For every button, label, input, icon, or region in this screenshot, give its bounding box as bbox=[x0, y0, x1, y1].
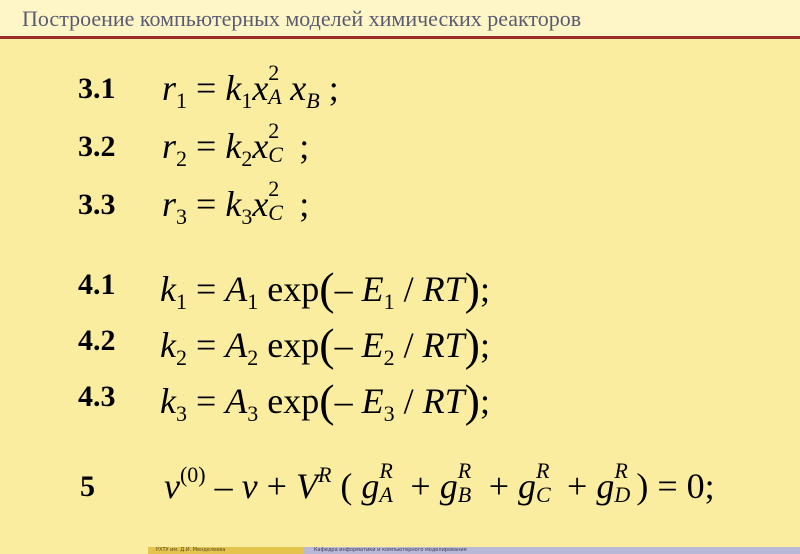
equation-row-4-1 bbox=[0, 263, 800, 316]
equation-row-3-1 bbox=[0, 60, 800, 120]
footer-department: Кафедра информатики и компьютерного моделирования bbox=[304, 547, 800, 554]
footer bbox=[148, 547, 800, 554]
equation-number: 3.1 bbox=[78, 72, 116, 105]
equation-formula: $r_2 = k_2x$ 2 C ; bbox=[162, 118, 310, 171]
equation-formula: $k_3 = A_3$ exp(– $E_3 / RT$); bbox=[160, 375, 490, 426]
equation-number: 3.2 bbox=[78, 130, 116, 163]
footer-university: РХТУ им. Д.И. Менделеева bbox=[148, 547, 304, 554]
equation-row-3-2 bbox=[0, 118, 800, 178]
equation-number: 4.2 bbox=[78, 324, 116, 357]
equation-formula: $k_1 = A_1$ exp(– $E_1 / RT$); bbox=[160, 263, 490, 314]
equation-number: 4.1 bbox=[78, 268, 116, 301]
equation-row-4-3 bbox=[0, 375, 800, 428]
equation-formula: $k_2 = A_2$ exp(– $E_2 / RT$); bbox=[160, 319, 490, 370]
equation-row-5 bbox=[0, 458, 800, 514]
equation-number: 5 bbox=[80, 470, 95, 503]
equation-row-4-2 bbox=[0, 319, 800, 372]
equation-row-3-3 bbox=[0, 176, 800, 236]
slide-title: Построение компьютерных моделей химических реакторов bbox=[22, 6, 582, 31]
equation-formula: $r_3 = k_3x$ 2 C ; bbox=[162, 176, 310, 229]
equation-number: 4.3 bbox=[78, 380, 116, 413]
equation-number: 3.3 bbox=[78, 188, 116, 221]
equation-formula: $v^{(0)} - v + V^R$ ( g R A + g R B + g R C + g R D ) = 0; bbox=[164, 458, 715, 507]
title-bar bbox=[0, 0, 800, 39]
equation-formula: $r_1 = k_1x$ 2 A $x_B$ ; bbox=[162, 60, 339, 113]
